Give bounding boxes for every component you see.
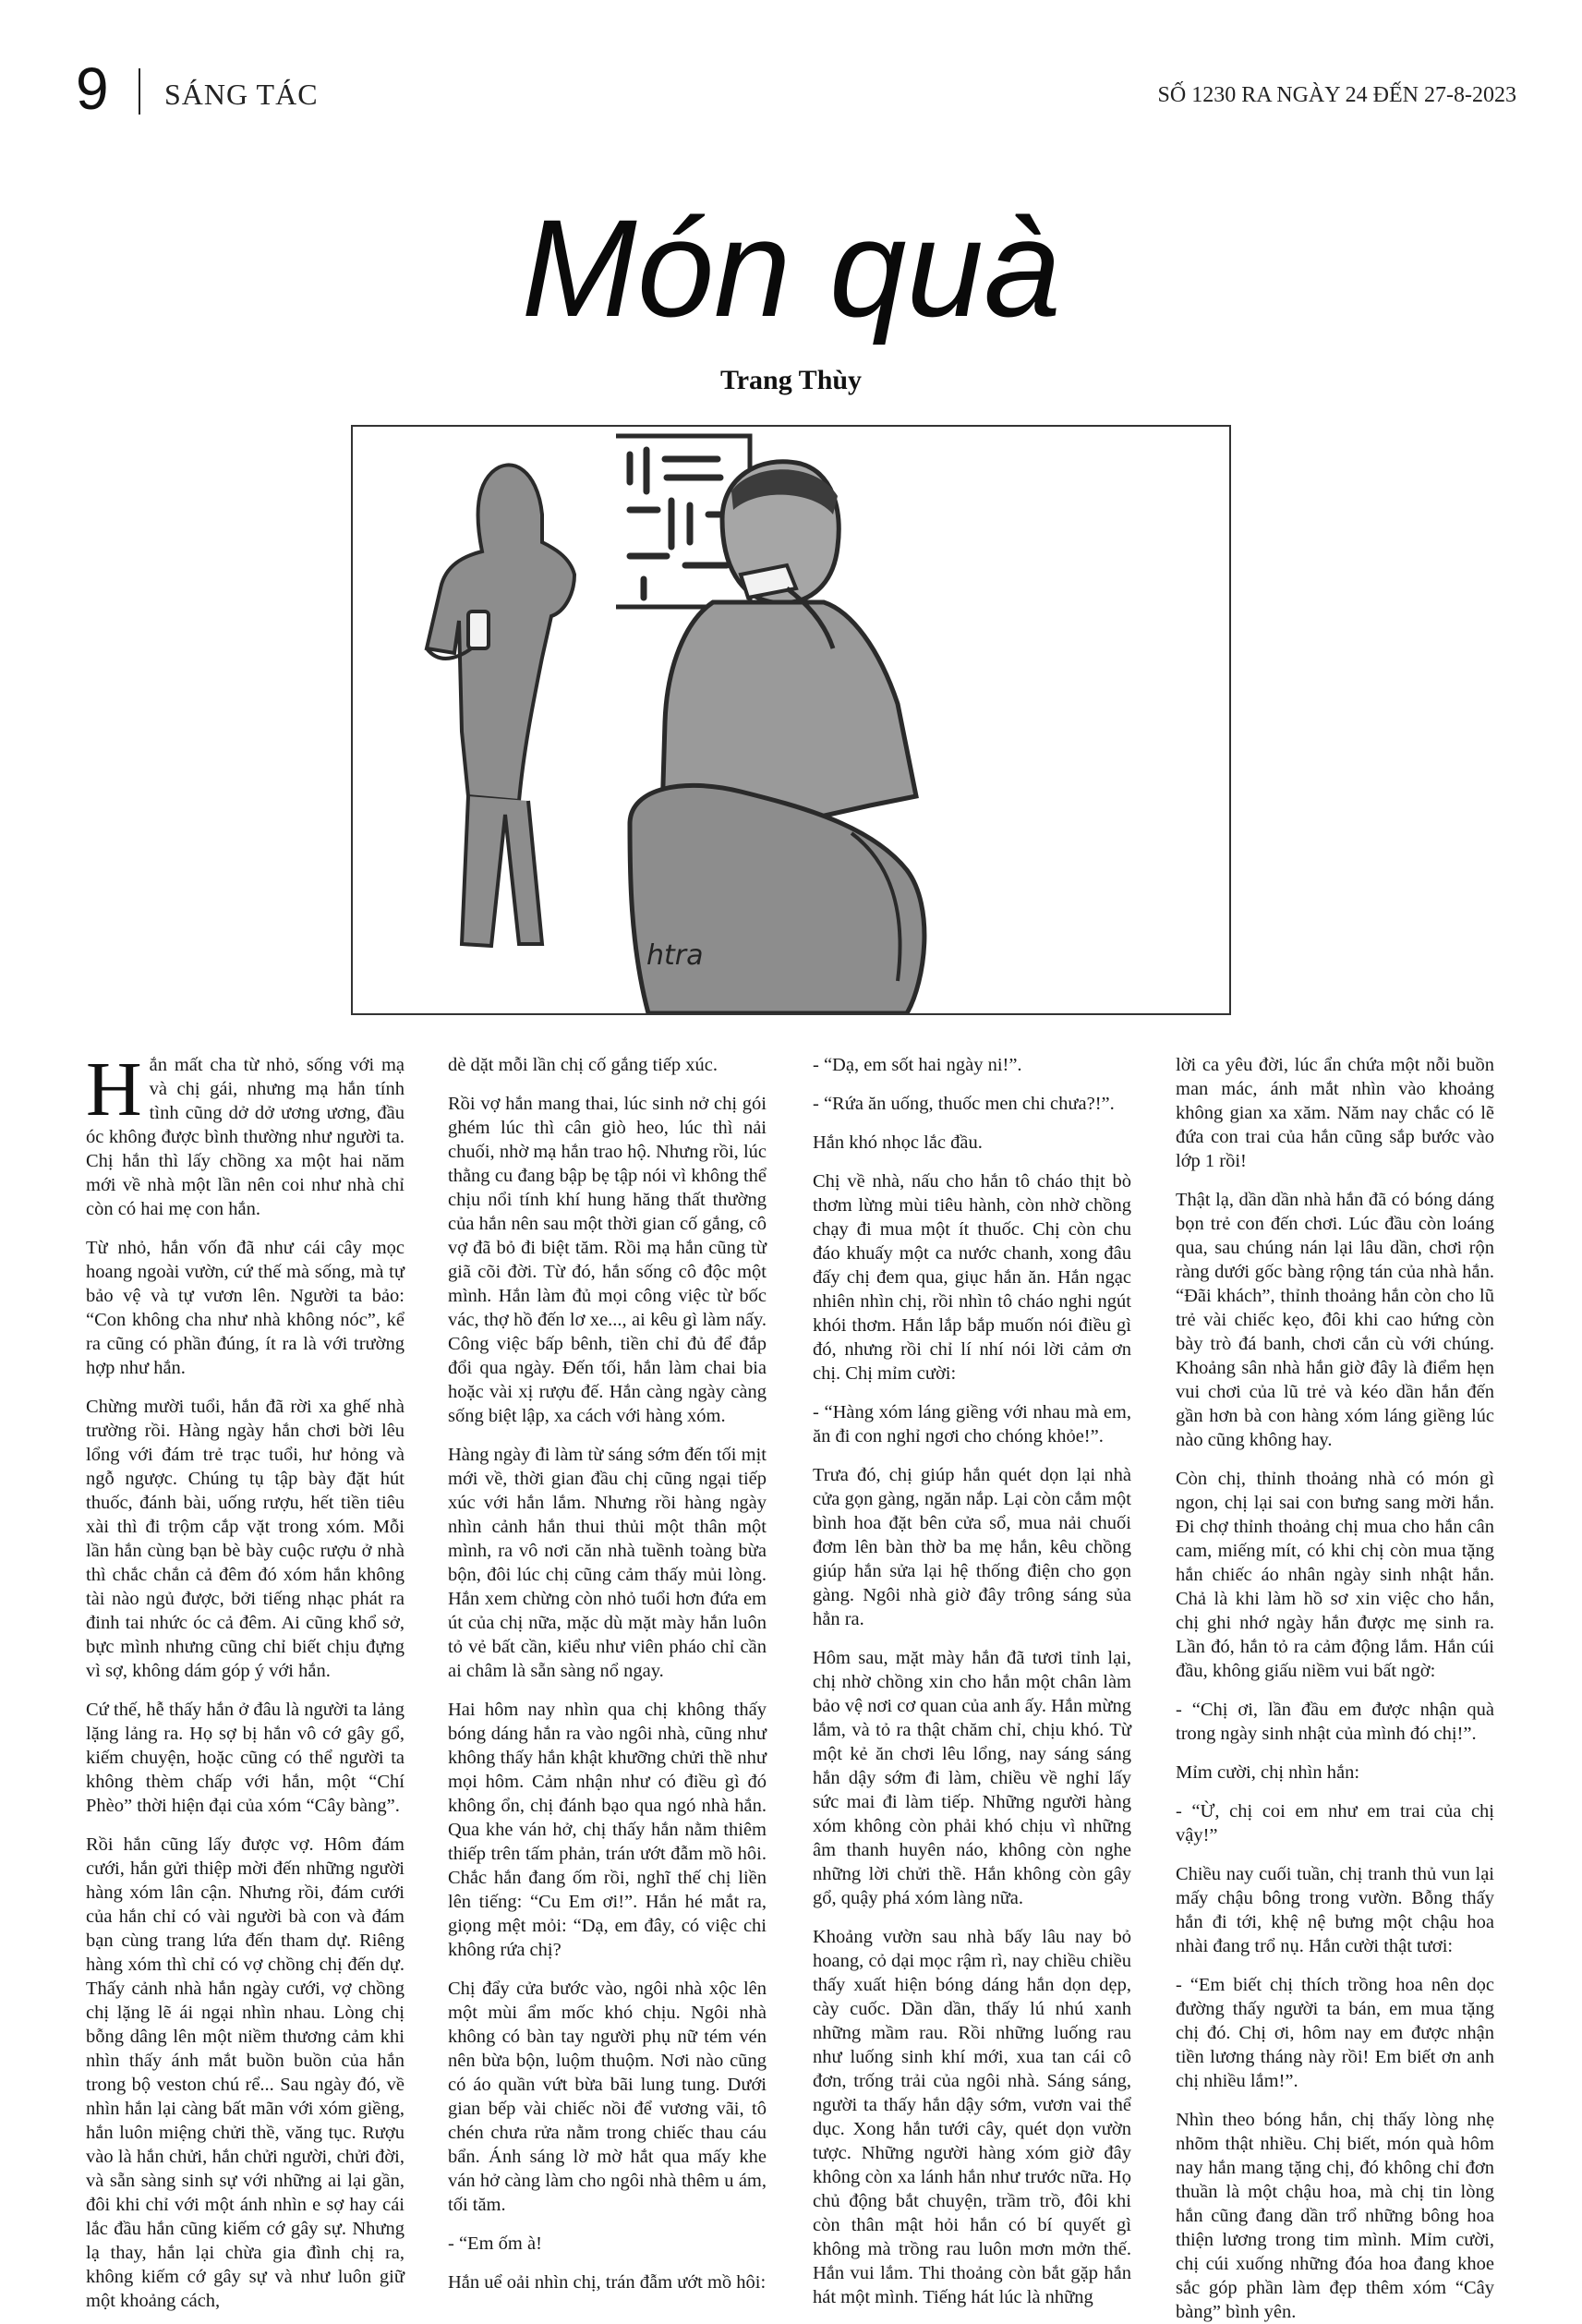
paragraph: Chị về nhà, nấu cho hắn tô cháo thịt bò thơm lừng mùi tiêu hành, còn nhờ chồng chạy đi mua một ít thuốc. Chị còn chu đáo khuấy một ca nước chanh, xong đâu đấy chị đem qua, giục hắn ăn. Hắn ngạc nhiên nhìn chị, rồi nhìn tô cháo nghi ngút khói thơm. Hắn lắp bắp muốn nói điều gì đó, nhưng rồi chỉ lí nhí nói lời cảm ơn chị. Chị mỉm cười: [813,1171,1131,1384]
section-name: SÁNG TÁC [164,78,319,111]
article-illustration [351,425,1231,1015]
paragraph: Khoảng vườn sau nhà bấy lâu nay bỏ hoang, cỏ dại mọc rậm rì, nay chiều chiều thấy xuất hiện bóng dáng hắn dọn dẹp, cày cuốc. Dần dần, thấy lú nhú xanh những mầm rau. Rồi những luống rau như luống sinh khí mới, xua tan cái cô đơn, trống trải của ngôi nhà. Sáng sáng, người ta thấy hắn dậy sớm, vươn vai thể dục. Xong hắn tưới cây, quét dọn vườn tược. Những người hàng xóm giờ đây không còn xa lánh hắn như trước nữa. Họ chủ động bắt chuyện, trầm trồ, đôi khi còn thân mật hỏi hắn có bí quyết gì không mà trồng rau luôn mơn mởn thế. Hắn vui lắm. Thi thoảng còn bắt gặp hắn hát một mình. Tiếng hát lúc là những [813,1927,1131,2307]
paragraph: - “Hàng xóm láng giềng với nhau mà em, ăn đi con nghỉ ngơi cho chóng khỏe!”. [813,1402,1131,1446]
paragraph: - “Rứa ăn uống, thuốc men chi chưa?!”. [813,1094,1115,1114]
page-header [76,55,1516,129]
paragraph: - “Em ốm à! [448,2233,542,2254]
paragraph: - “Em biết chị thích trồng hoa nên dọc đường thấy người ta bán, em mua tặng chị đó. Chị ơi, hôm nay em được nhận tiền lương tháng này rồi! Em biết ơn anh chị nhiều lắm!”. [1176,1975,1494,2091]
paragraph: Hai hôm nay nhìn qua chị không thấy bóng dáng hắn ra vào ngôi nhà, cũng như không thấy hắn khật khưỡng chửi thề như mọi hôm. Cảm nhận như có điều gì đó không ổn, chị đánh bạo qua ngó nhà hắn. Qua khe ván hở, chị thấy hắn nằm thiêm thiếp trên tấm phản, trán ướt đẫm mồ hôi. Chắc hắn đang ốm rồi, nghĩ thế chị liền lên tiếng: “Cu Em ơi!”. Hắn hé mắt ra, giọng mệt mỏi: “Dạ, em đây, có việc chi không rứa chị? [448,1700,767,1960]
article-author: Trang Thùy [719,365,863,395]
page-number: 9 [76,55,109,122]
paragraph: Hàng ngày đi làm từ sáng sớm đến tối mịt mới về, thời gian đầu chị cũng ngại tiếp xúc với hắn lắm. Nhưng rồi hàng ngày nhìn cảnh hắn thui thủi một thân một mình, ra vô nơi căn nhà tuềnh toàng bừa bộn, đôi lúc chị cũng cảm thấy mủi lòng. Hắn xem chừng còn nhỏ tuổi hơn đứa em út của chị nữa, mặc dù mặt mày hắn luôn tỏ vẻ bất cần, kiểu như viên pháo chỉ cần ai châm là sẵn sàng nổ ngay. [448,1445,767,1681]
paragraph: dè dặt mỗi lần chị cố gắng tiếp xúc. [448,1055,719,1075]
paragraph: - “Ừ, chị coi em như em trai của chị vậy!” [1176,1801,1494,1846]
header-divider [139,68,140,115]
paragraph: Chừng mười tuổi, hắn đã rời xa ghế nhà trường rồi. Hàng ngày hắn chơi bời lêu lổng với đám trẻ trạc tuổi, hư hỏng và ngỗ ngược. Chúng tụ tập bày đặt hút thuốc, đánh bài, uống rượu, hết tiền tiêu xài thì đi trộm cắp vặt trong xóm. Mỗi lần hắn cùng bạn bè bày cuộc rượu ở nhà thì chắc chắn cả đêm đó xóm hắn không tài nào ngủ được, bởi tiếng nhạc phát ra đinh tai nhức óc cả đêm. Ai cũng khổ sở, bực mình nhưng cũng chỉ biết chịu đựng vì sợ, không dám góp ý với hắn. [86,1397,405,1681]
paragraph: Trưa đó, chị giúp hắn quét dọn lại nhà cửa gọn gàng, ngăn nắp. Lại còn cắm một bình hoa đặt bên cửa sổ, mua nải chuối đơm lên bàn thờ ba mẹ hắn, kêu chồng giúp hắn sửa lại hệ thống điện cho gọn gàng. Ngôi nhà giờ đây trông sáng sủa hẳn ra. [813,1465,1131,1629]
paragraph: Còn chị, thỉnh thoảng nhà có món gì ngon, chị lại sai con bưng sang mời hắn. Đi chợ thỉnh thoảng chị mua cho hắn cân cam, miếng mít, có khi chị còn mua tặng hắn chiếc áo nhân ngày sinh nhật hắn. Chả là khi làm hồ sơ xin việc cho hắn, chị ghi nhớ ngày hắn được mẹ sinh ra. Lần đó, hắn tỏ ra cảm động lắm. Hắn cúi đầu, không giấu niềm vui bất ngờ: [1176,1469,1494,1681]
text-column-4 [1176,1053,1494,2322]
paragraph: Từ nhỏ, hắn vốn đã như cái cây mọc hoang ngoài vườn, cứ thế mà sống, mà tự bảo vệ và tự vươn lên. Người ta bảo: “Con không cha như nhà không nóc”, kể ra cũng có phần đúng, ít ra là với trường hợp như hắn. [86,1238,405,1378]
drop-cap: H [86,1047,142,1132]
paragraph: Hắn mất cha từ nhỏ, sống với mạ và chị gái, nhưng mạ hắn tính tình cũng dở dở ương ương, đầu óc không được bình thường như người ta. Chị hắn thì lấy chồng xa một hai năm mới về nhà một lần nên coi như nhà chỉ còn có hai mẹ con hắn. [86,1047,405,1219]
text-column-1 [86,1047,405,2311]
paragraph: Rồi vợ hắn mang thai, lúc sinh nở chị gói ghém lúc thì cân giò heo, lúc thì nải chuối, nhờ mạ hắn trao hộ. Nhưng rồi, lúc thằng cu đang bập bẹ tập nói vì không thể chịu nổi tính khí hung hăng thất thường của hắn nên sau một thời gian cố gắng, cô vợ đã bỏ đi biệt tăm. Rồi mạ hắn cũng từ giã cõi đời. Từ đó, hắn sống cô độc một mình. Hắn làm đủ mọi công việc từ bốc vác, thợ hồ đến lơ xe..., ai kêu gì làm nấy. Công việc bấp bênh, tiền chỉ đủ để đắp đổi qua ngày. Đến tối, hắn làm chai bia hoặc vài xị rượu đế. Hắn càng ngày càng sống biệt lập, xa cách với hàng xóm. [448,1094,767,1426]
paragraph: Rồi hắn cũng lấy được vợ. Hôm đám cưới, hắn gửi thiệp mời đến những người hàng xóm lân cận. Nhưng rồi, đám cưới của hắn chỉ có vài người bà con và đám bạn cùng trang lứa đến tham dự. Riêng hàng xóm thì chỉ có vợ chồng chị đến dự. Thấy cảnh nhà hắn ngày cưới, vợ chồng chị lặng lẽ ái ngại nhìn nhau. Lòng chị bỗng dâng lên một niềm thương cảm khi nhìn thấy ánh mắt buồn buồn của hắn trong bộ veston chú rể... Sau ngày đó, về nhìn hắn lại càng bất mãn với xóm giềng, hắn luôn miệng chửi thề, văng tục. Rượu vào là hắn chửi, hắn chửi người, chửi đời, và sẵn sàng sinh sự với những ai lại gần, đôi khi chỉ với một ánh nhìn e sợ hay cái lắc đầu hắn cũng kiếm cớ gây sự. Nhưng lạ thay, hắn lại chừa gia đình chị ra, không kiếm cớ gây sự và như luôn giữ một khoảng cách, [86,1834,405,2311]
paragraph: - “Dạ, em sốt hai ngày ni!”. [813,1055,1022,1075]
text-column-3 [813,1053,1131,2307]
paragraph: lời ca yêu đời, lúc ẩn chứa một nỗi buồn man mác, ánh mắt nhìn vào khoảng không gian xa xăm. Năm nay chắc có lẽ đứa con trai của hắn cũng sắp bước vào lớp 1 rồi! [1176,1055,1494,1171]
illustration-signature: htra [646,939,704,972]
paragraph: Mỉm cười, chị nhìn hắn: [1176,1762,1360,1783]
article-title: Món quà [521,190,1061,345]
paragraph: Hắn uể oải nhìn chị, trán đẫm ướt mồ hôi: [448,2272,767,2293]
paragraph: Chị đẩy cửa bước vào, ngôi nhà xộc lên một mùi ẩm mốc khó chịu. Ngôi nhà không có bàn tay người phụ nữ tém vén nên bừa bộn, luộm thuộm. Nơi nào cũng có áo quần vứt bừa bãi lung tung. Dưới gian bếp vài chiếc nồi để vương vãi, tô chén chưa rửa nằm trong chiếc thau cáu bẩn. Ánh sáng lờ mờ hắt qua mấy khe ván hở càng làm cho ngôi nhà thêm u ám, tối tăm. [448,1979,767,2215]
paragraph: Hắn khó nhọc lắc đầu. [813,1132,983,1153]
paragraph: Nhìn theo bóng hắn, chị thấy lòng nhẹ nhõm thật nhiều. Chị biết, món quà hôm nay hắn mang tặng chị, đó không chỉ đơn thuần là một chậu hoa, mà chị tin lòng hắn cũng đang dần trổ những bông hoa thiện lương trong tim mình. Mỉm cười, chị cúi xuống những đóa hoa đang khoe sắc góp phần làm đẹp thêm xóm “Cây bàng” bình yên. [1176,2110,1494,2322]
issue-info: SỐ 1230 RA NGÀY 24 ĐẾN 27-8-2023 [1157,83,1516,107]
text-column-2 [448,1053,767,2293]
paragraph: Thật lạ, dần dần nhà hắn đã có bóng dáng bọn trẻ con đến chơi. Lúc đầu còn loáng qua, sau chúng nán lại lâu dần, chơi rộn ràng dưới gốc bàng rộng tán của nhà hắn. “Đãi khách”, thỉnh thoảng hắn còn cho lũ trẻ vài chiếc kẹo, đôi khi cao hứng còn bày trò đá banh, chơi cắn cù với chúng. Khoảng sân nhà hắn giờ đây là điểm hẹn vui chơi của lũ trẻ và kéo dần hắn đến gần hơn bà con hàng xóm láng giềng lúc nào cũng không hay. [1176,1190,1494,1450]
paragraph: Chiều nay cuối tuần, chị tranh thủ vun lại mấy chậu bông trong vườn. Bỗng thấy hắn đi tới, khệ nệ bưng một chậu hoa nhài đang trổ nụ. Hắn cười thật tươi: [1176,1864,1494,1956]
paragraph: Cứ thế, hễ thấy hắn ở đâu là người ta lảng lặng lảng ra. Họ sợ bị hắn vô cớ gây gổ, kiếm chuyện, hoặc cũng có thể người ta không thèm chấp với hắn, một “Chí Phèo” thời hiện đại của xóm “Cây bàng”. [86,1700,405,1816]
paragraph: Hôm sau, mặt mày hắn đã tươi tỉnh lại, chị nhờ chồng xin cho hắn một chân làm bảo vệ nơi cơ quan của anh ấy. Hắn mừng lắm, và tỏ ra thật chăm chỉ, chịu khó. Từ một kẻ ăn chơi lêu lổng, nay sáng sáng hắn dậy sớm đi làm, chiều về nghỉ lấy sức mai đi làm tiếp. Những người hàng xóm không còn phải khó chịu vì những âm thanh huyên náo, không còn nghe những lời chửi thề. Hắn không còn gây gổ, quậy phá xóm làng nữa. [813,1648,1131,1908]
paragraph: - “Chị ơi, lần đầu em được nhận quà trong ngày sinh nhật của mình đó chị!”. [1176,1700,1494,1744]
illustration-drawing [353,427,1229,1013]
